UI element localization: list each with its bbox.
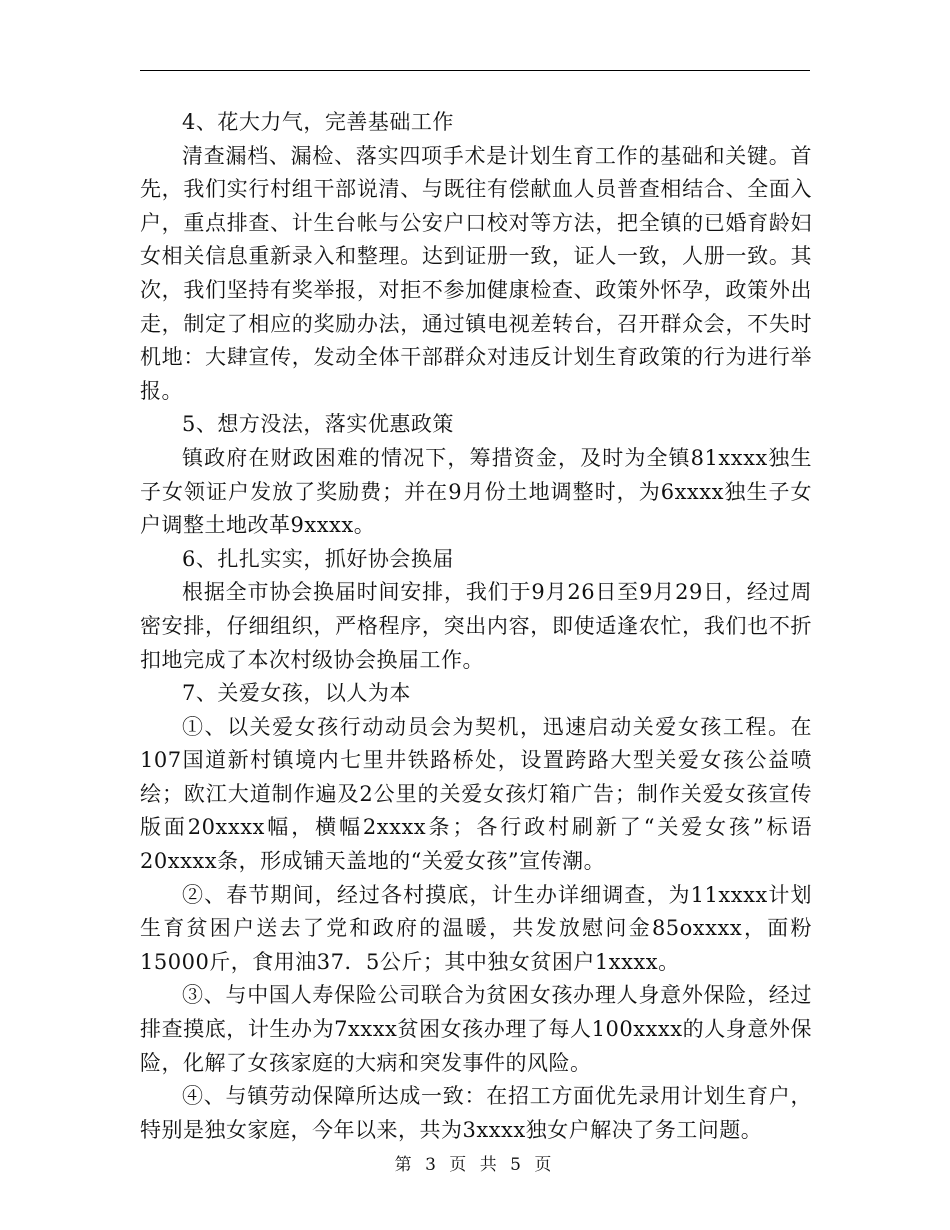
paragraph-7-item-4: ④、与镇劳动保障所达成一致：在招工方面优先录用计划生育户，特别是独女家庭，今年以来，共为3xxxx独女户解决了务工问题。 [140, 1084, 812, 1142]
heading-7: 7、关爱女孩，以人为本 [182, 681, 411, 706]
paragraph-6-body: 根据全市协会换届时间安排，我们于9月26日至9月29日，经过周密安排，仔细组织，严格程序，突出内容，即使适逢农忙，我们也不折扣地完成了本次村级协会换届工作。 [140, 580, 812, 672]
heading-6: 6、扎扎实实，抓好协会换届 [182, 546, 454, 571]
paragraph-7-item-2: ②、春节期间，经过各村摸底，计生办详细调查，为11xxxx计划生育贫困户送去了党和政府的温暖，共发放慰问金85oxxxx，面粉15000斤，食用油37．5公斤；其中独女贫困户1xxxx。 [140, 882, 812, 974]
paragraph-7-item-3: ③、与中国人寿保险公司联合为贫困女孩办理人身意外保险，经过排查摸底，计生办为7xxxx贫困女孩办理了每人100xxxx的人身意外保险，化解了女孩家庭的大病和突发事件的风险。 [140, 983, 812, 1075]
header-rule [140, 70, 810, 71]
paragraph-5-body: 镇政府在财政困难的情况下，筹措资金，及时为全镇81xxxx独生子女领证户发放了奖励费；并在9月份土地调整时，为6xxxx独生子女户调整土地改革9xxxx。 [140, 445, 812, 538]
document-body [140, 106, 812, 1147]
paragraph-7-item-1: ①、以关爱女孩行动动员会为契机，迅速启动关爱女孩工程。在107国道新村镇境内七里井铁路桥处，设置跨路大型关爱女孩公益喷绘；欧江大道制作遍及2公里的关爱女孩灯箱广告；制作关爱女孩宣传版面20xxxx幅，横幅2xxxx条；各行政村刷新了“关爱女孩”标语20xxxx条，形成铺天盖地的“关爱女孩”宣传潮。 [140, 714, 812, 874]
heading-4: 4、花大力气，完善基础工作 [182, 110, 454, 134]
page-number-footer: 第 3 页 共 5 页 [394, 1155, 556, 1175]
paragraph-4-body: 清查漏档、漏检、落实四项手术是计划生育工作的基础和关键。首先，我们实行村组干部说清、与既往有偿献血人员普查相结合、全面入户，重点排查、计生台帐与公安户口校对等方法，把全镇的已婚育龄妇女相关信息重新录入和整理。达到证册一致，证人一致，人册一致。其次，我们坚持有奖举报，对拒不参加健康检查、政策外怀孕，政策外出走，制定了相应的奖励办法，通过镇电视差转台，召开群众会，不失时机地：大肆宣传，发动全体干部群众对违反计划生育政策的行为进行举报。 [140, 143, 812, 403]
heading-5: 5、想方没法，落实优惠政策 [182, 412, 454, 437]
